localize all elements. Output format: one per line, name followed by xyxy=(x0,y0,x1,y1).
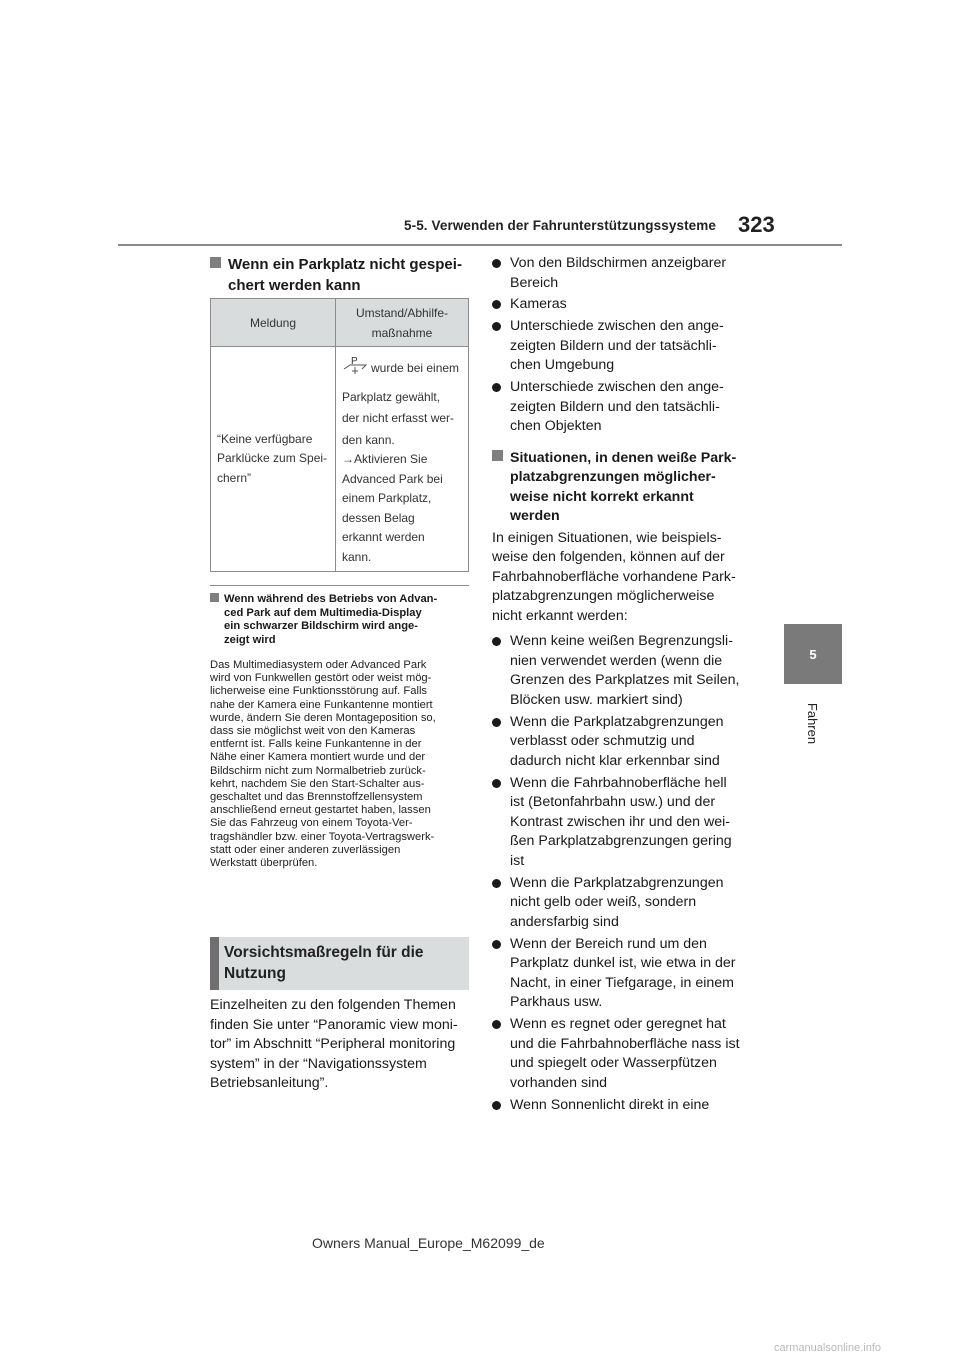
text-line: Werkstatt überprüfen. xyxy=(210,857,318,870)
right-column xyxy=(492,254,750,1118)
remedy-icon-text: wurde bei einem xyxy=(371,361,460,375)
subheading-black-screen xyxy=(210,593,470,647)
heading-line: Situationen, in denen weiße Park- xyxy=(510,449,737,466)
list-item xyxy=(492,935,750,1013)
black-screen-explanation xyxy=(210,659,469,870)
remedy-action-line: erkannt werden xyxy=(342,530,425,544)
bullet-icon xyxy=(492,322,501,331)
intro-paragraph xyxy=(492,529,750,627)
square-bullet-icon xyxy=(492,450,503,461)
chapter-label xyxy=(784,693,842,753)
bullet-icon xyxy=(492,383,501,392)
text-line: nicht erkannt werden: xyxy=(492,607,628,624)
text-line: dadurch nicht klar erkennbar sind xyxy=(510,752,720,769)
text-line: Wenn die Fahrbahnoberfläche hell xyxy=(510,774,727,791)
text-line: Wenn der Bereich rund um den xyxy=(510,935,707,952)
remedy-icon-line xyxy=(342,355,462,382)
text-line: tor” im Abschnitt “Peripheral monitoring xyxy=(210,1036,456,1052)
caution-title-line: Vorsichtsmaßregeln für die xyxy=(224,944,424,961)
subheading-line: ein schwarzer Bildschirm wird ange- xyxy=(224,620,418,632)
table-header-message: Meldung xyxy=(211,299,336,347)
bullet-icon xyxy=(492,779,501,788)
heading-line: platzabgrenzungen möglicher- xyxy=(510,469,716,485)
text-line: Sie das Fahrzeug von einem Toyota-Ver- xyxy=(210,817,413,830)
header-divider xyxy=(118,244,842,246)
bullet-icon xyxy=(492,259,501,268)
text-line: Wenn die Parkplatzabgrenzungen xyxy=(510,874,724,891)
section-header: 5-5. Verwenden der Fahrunterstützungssysteme xyxy=(404,218,716,233)
remedy-action-line: kann. xyxy=(342,549,372,564)
message-line: “Keine verfügbare xyxy=(217,431,313,446)
text-line: Nacht, in einer Tiefgarage, in einem xyxy=(510,974,734,991)
text-line: Blöcken usw. markiert sind) xyxy=(510,691,683,708)
bullet-icon xyxy=(492,940,501,949)
message-line: chern” xyxy=(217,470,252,485)
text-line: entfernt ist. Falls keine Funkantenne in der xyxy=(210,738,422,751)
text-line: nahe der Kamera eine Funkantenne montiert xyxy=(210,698,433,711)
text-line: geschaltet und das Brennstoffzellensystem xyxy=(210,791,423,804)
bullet-icon xyxy=(492,1020,501,1029)
text-line: Kameras xyxy=(510,296,567,312)
text-line: In einigen Situationen, wie beispiels- xyxy=(492,529,722,546)
text-line: ist (Betonfahrbahn usw.) und der xyxy=(510,794,716,810)
footer-document-id: Owners Manual_Europe_M62099_de xyxy=(312,1235,545,1251)
list-item xyxy=(492,254,750,293)
remedy-action-line: →Aktivieren Sie xyxy=(342,452,428,466)
message-table xyxy=(210,298,469,572)
section-heading-white-lines xyxy=(492,449,750,527)
list-item xyxy=(492,1096,750,1116)
text-line: Fahrbahnoberfläche vorhandene Park- xyxy=(492,568,736,585)
text-line: Wenn die Parkplatzabgrenzungen xyxy=(510,713,724,730)
text-line: nien verwendet werden (wenn die xyxy=(510,652,723,669)
table-cell-remedy xyxy=(336,347,469,572)
text-line: Das Multimediasystem oder Advanced Park xyxy=(210,659,427,671)
text-line: Nähe einer Kamera montiert wurde und der xyxy=(210,751,426,764)
message-line: Parklücke zum Spei- xyxy=(217,451,328,466)
bullet-icon xyxy=(492,300,501,309)
reference-paragraph xyxy=(210,996,472,1094)
text-line: Bereich xyxy=(510,274,559,291)
remedy-line: der nicht erfasst wer- xyxy=(342,411,455,425)
remedy-action-line: einem Parkplatz, xyxy=(342,491,432,505)
text-line: statt oder einer anderen zuverlässigen xyxy=(210,843,401,856)
text-line: nicht gelb oder weiß, sondern xyxy=(510,894,697,910)
square-bullet-icon xyxy=(210,593,219,602)
list-item xyxy=(492,713,750,772)
parking-space-icon xyxy=(342,355,368,382)
square-bullet-icon xyxy=(210,257,221,268)
caution-heading-box xyxy=(210,937,469,990)
list-item xyxy=(492,1015,750,1093)
text-line: Wenn keine weißen Begrenzungsli- xyxy=(510,633,733,649)
text-line: licherweise eine Funktionsstörung auf. Falls xyxy=(210,685,428,698)
text-line: wird von Funkwellen gestört oder weist mög- xyxy=(210,672,432,685)
bullet-icon xyxy=(492,718,501,727)
table-header-remedy-line2: maßnahme xyxy=(371,325,433,340)
list-item xyxy=(492,378,750,437)
list-item xyxy=(492,774,750,872)
text-line: weise den folgenden, können auf der xyxy=(492,549,725,565)
text-line: chen Umgebung xyxy=(510,357,615,373)
text-line: tragshändler bzw. einer Toyota-Vertragswerk- xyxy=(210,830,435,843)
heading-line-1: Wenn ein Parkplatz nicht gespei- xyxy=(228,256,462,273)
text-line: Grenzen des Parkplatzes mit Seilen, xyxy=(510,672,740,688)
text-line: Bildschirm nicht zum Normalbetrieb zurück- xyxy=(210,764,426,777)
text-line: Parkhaus usw. xyxy=(510,994,603,1010)
list-item xyxy=(492,317,750,376)
text-line: Wenn Sonnenlicht direkt in eine xyxy=(510,1096,710,1113)
caution-bar xyxy=(210,937,219,990)
subheading-line: zeigt wird xyxy=(224,633,276,646)
text-line: und die Fahrbahnoberfläche nass ist xyxy=(510,1035,740,1052)
remedy-line: Parkplatz gewählt, xyxy=(342,389,441,404)
heading-line: werden xyxy=(510,508,560,524)
heading-line-2: chert werden kann xyxy=(228,277,361,294)
table-header-remedy-line1: Umstand/Abhilfe- xyxy=(355,305,449,320)
table-header-row xyxy=(211,299,469,347)
text-line: Von den Bildschirmen anzeigbarer xyxy=(510,255,727,271)
bullet-icon xyxy=(492,879,501,888)
table-row xyxy=(211,347,469,572)
section-divider xyxy=(210,585,469,586)
text-line: Betriebsanleitung”. xyxy=(210,1075,329,1091)
page-number: 323 xyxy=(738,212,775,237)
text-line: verblasst oder schmutzig und xyxy=(510,733,695,749)
caution-title xyxy=(219,937,424,990)
text-line: und spiegelt oder Wasserpfützen xyxy=(510,1055,717,1071)
table-cell-message xyxy=(211,347,336,572)
list-item xyxy=(492,632,750,710)
text-line: Kontrast zwischen ihr und den wei- xyxy=(510,813,731,830)
bullet-icon xyxy=(492,637,501,646)
text-line: system” in der “Navigationssystem xyxy=(210,1055,427,1072)
list-item xyxy=(492,874,750,933)
remedy-action-line: Advanced Park bei xyxy=(342,471,443,486)
text-line: Einzelheiten zu den folgenden Themen xyxy=(210,997,456,1013)
text-line: vorhanden sind xyxy=(510,1074,608,1091)
text-line: wurde, ändern Sie deren Montageposition so, xyxy=(210,711,436,724)
text-line: finden Sie unter “Panoramic view moni- xyxy=(210,1016,458,1033)
text-line: zeigten Bildern und den tatsächli- xyxy=(510,398,720,415)
chapter-label-text: Fahren xyxy=(805,702,821,744)
text-line: platzabgrenzungen möglicherweise xyxy=(492,588,715,604)
heading-line: weise nicht korrekt erkannt xyxy=(510,488,694,505)
text-line: Wenn es regnet oder geregnet hat xyxy=(510,1016,726,1032)
subheading-line: ced Park auf dem Multimedia-Display xyxy=(224,606,422,619)
text-line: kehrt, nachdem Sie den Start-Schalter aus- xyxy=(210,777,425,790)
text-line: zeigten Bildern und der tatsächli- xyxy=(510,337,717,354)
text-line: anschließend erneut gestartet haben, lassen xyxy=(210,804,431,817)
text-line: Unterschiede zwischen den ange- xyxy=(510,379,724,395)
text-line: ist xyxy=(510,852,525,869)
subheading-line: Wenn während des Betriebs von Advan- xyxy=(224,593,438,605)
table-header-remedy xyxy=(336,299,469,347)
remedy-line: den kann. xyxy=(342,432,395,447)
text-line: chen Objekten xyxy=(510,418,602,434)
text-line: andersfarbig sind xyxy=(510,913,619,930)
text-line: Parkplatz dunkel ist, wie etwa in der xyxy=(510,955,736,971)
chapter-tab: 5 xyxy=(784,624,842,684)
text-line: dass sie möglichst weit von den Kameras xyxy=(210,725,416,738)
watermark: carmanualsonline.info xyxy=(774,1342,882,1354)
text-line: ßen Parkplatzabgrenzungen gering xyxy=(510,833,732,849)
text-line: Unterschiede zwischen den ange- xyxy=(510,318,724,334)
section-heading-parking-save xyxy=(210,254,470,296)
remedy-action-line: dessen Belag xyxy=(342,510,415,525)
list-item xyxy=(492,295,750,315)
caution-title-line: Nutzung xyxy=(224,965,286,982)
bullet-icon xyxy=(492,1101,501,1110)
svg-text:P: P xyxy=(351,356,358,367)
